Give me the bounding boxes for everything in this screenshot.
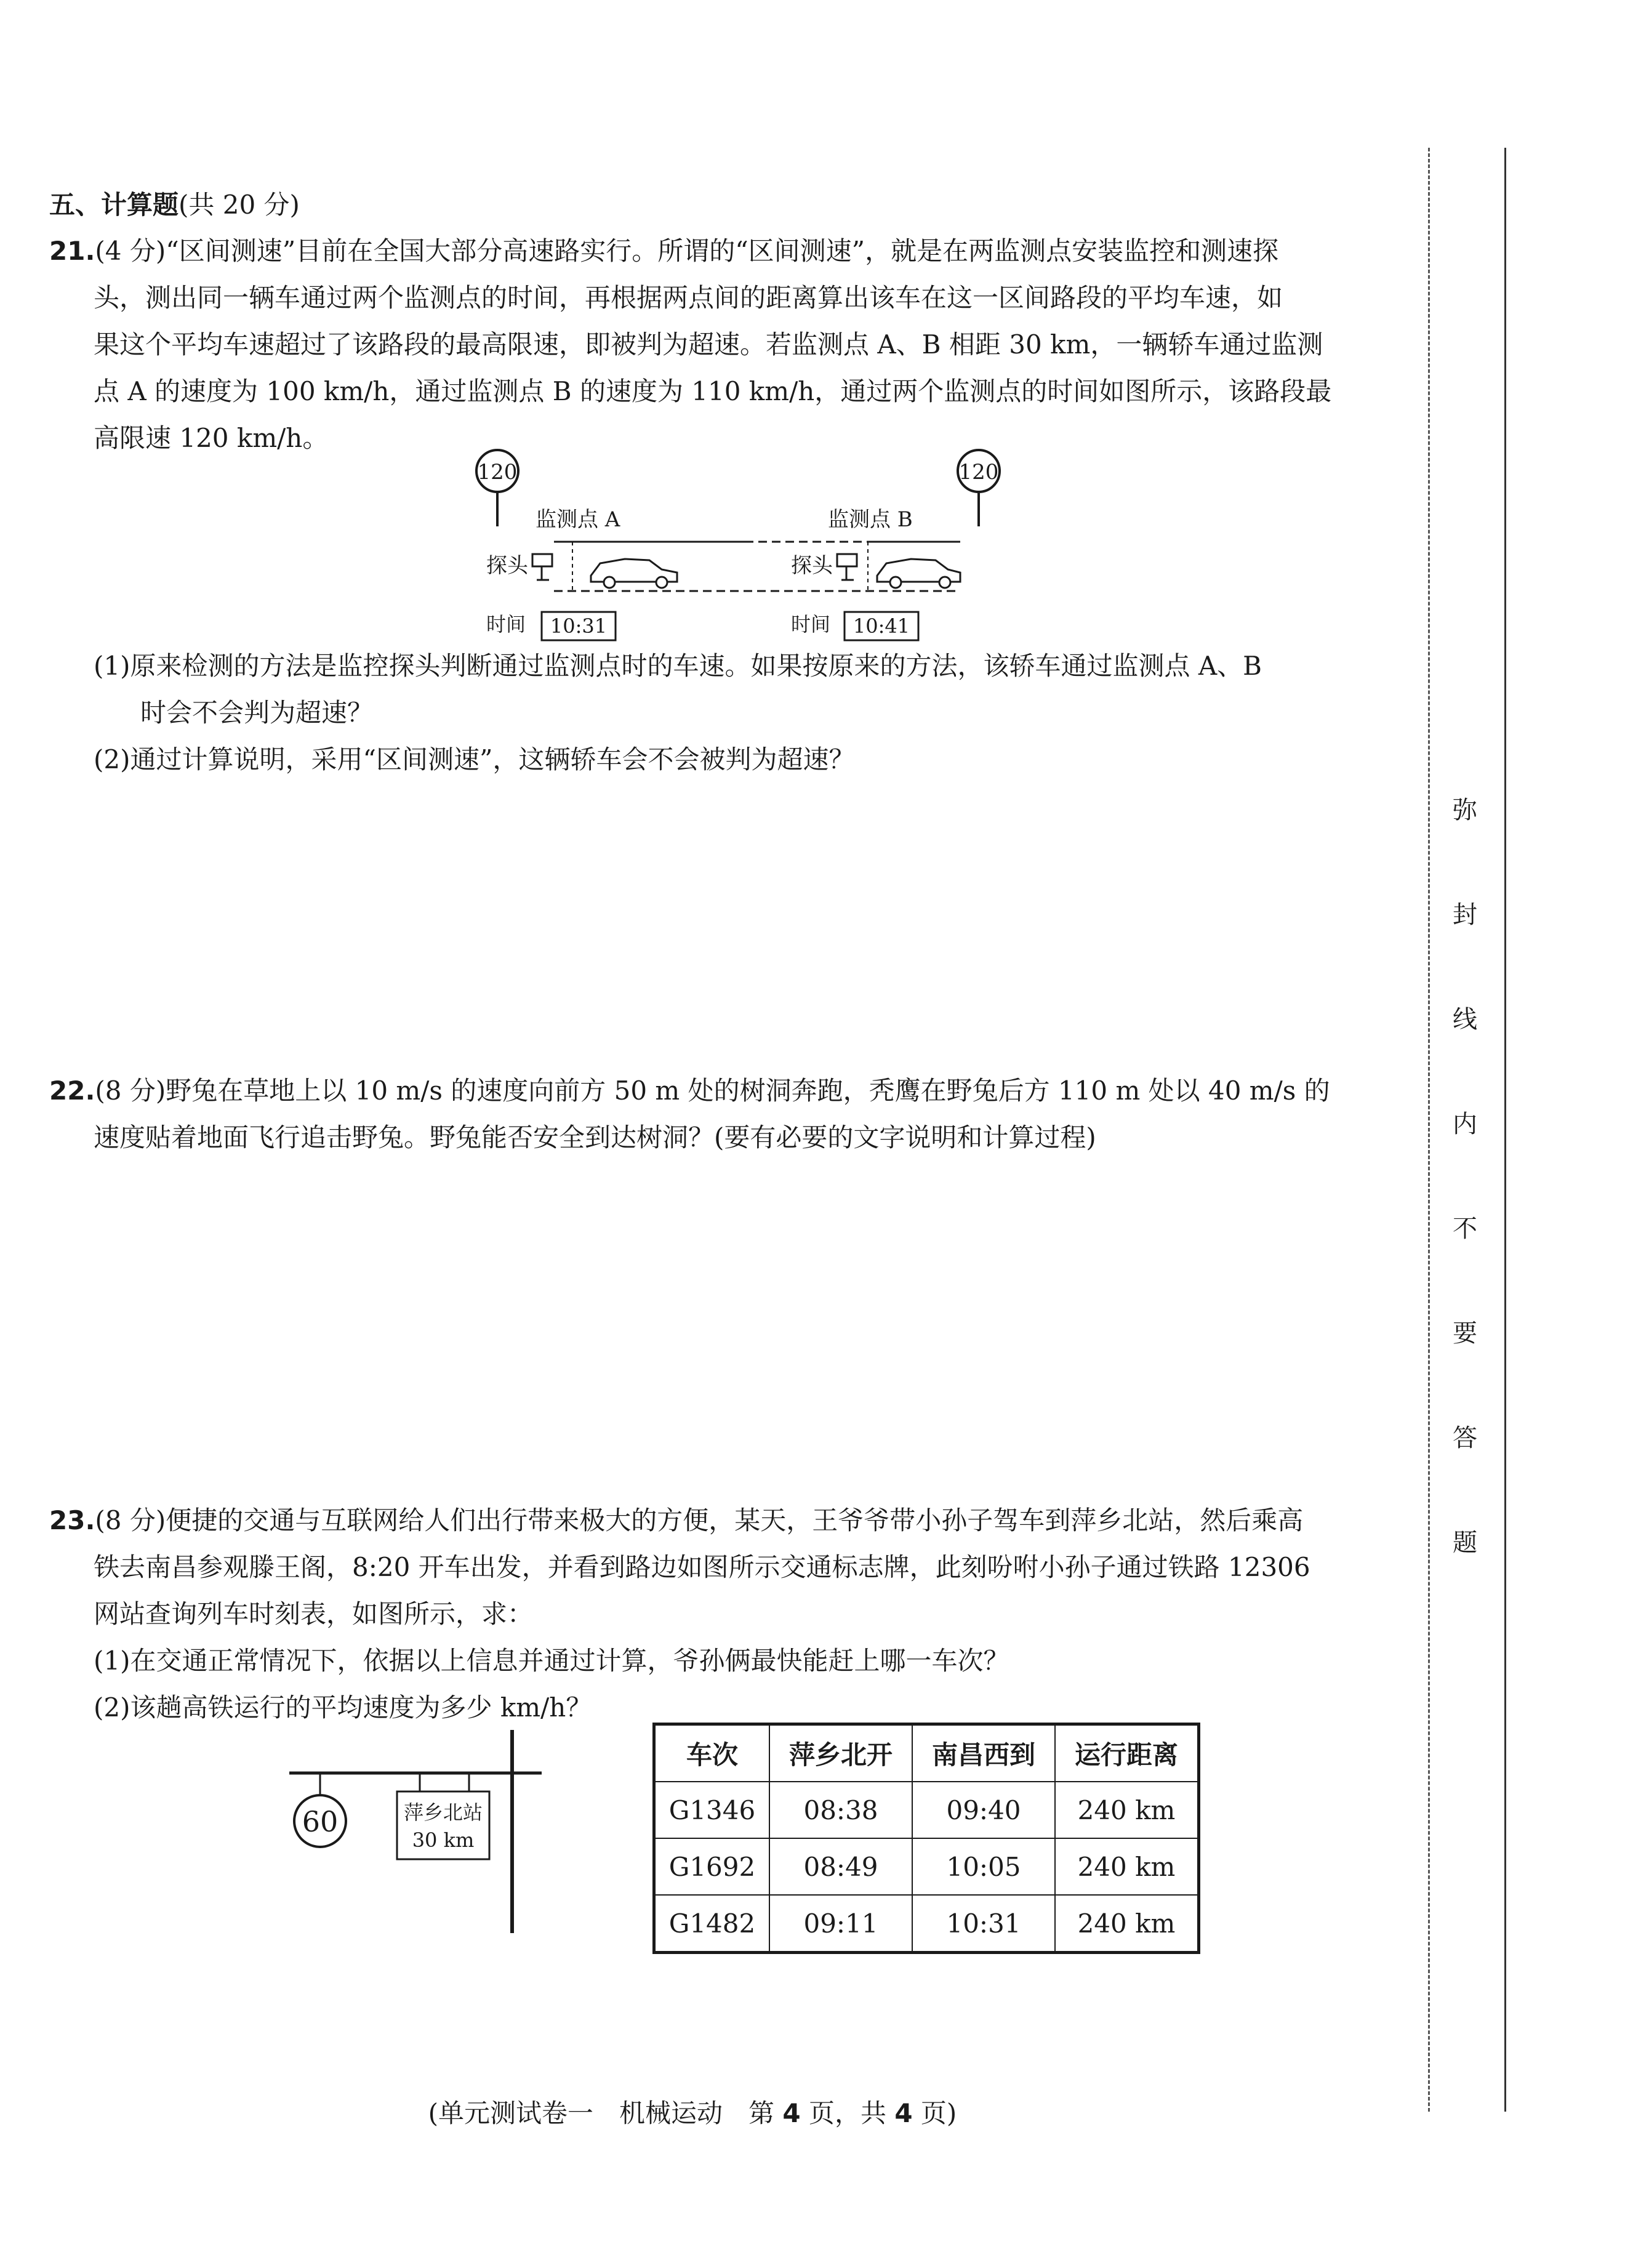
q23-sub2: (2)该趟高铁运行的平均速度为多少 km/h？ (94, 1692, 592, 1723)
q21-line-0: 21.(4 分)“区间测速”目前在全国大部分高速路实行。所谓的“区间测速”，就是在两监测点安装监控和测速探 (49, 236, 1279, 266)
section-title-text: 五、计算题 (49, 190, 179, 220)
car-icon-b (877, 559, 960, 588)
page-number: 4 (782, 2098, 801, 2128)
station-name: 萍乡北站 (403, 1801, 483, 1824)
q23-line-1: 铁去南昌参观滕王阁，8:20 开车出发，并看到路边如图所示交通标志牌，此刻吩咐小孙子通过铁路 12306 (94, 1552, 1310, 1582)
q22-line-1: 速度贴着地面飞行追击野兔。野兔能否安全到达树洞？(要有必要的文字说明和计算过程) (94, 1122, 1096, 1152)
time-a: 10:31 (550, 614, 608, 638)
q22-number: 22. (49, 1076, 95, 1106)
station-distance: 30 km (412, 1828, 475, 1852)
q21-number: 21. (49, 236, 95, 266)
time-label-a: 时间 (486, 613, 526, 636)
q21-sub1-line-1: 时会不会判为超速？ (140, 698, 374, 728)
margin-char: 答 (1453, 1424, 1477, 1452)
camera-icon-a (532, 554, 552, 580)
question-22 (49, 1068, 1403, 1161)
table-header-row (654, 1724, 1199, 1782)
section-title (49, 185, 300, 222)
speed-limit-sign-right (958, 450, 1000, 526)
q23-line-2: 网站查询列车时刻表，如图所示，求： (94, 1599, 534, 1629)
q23-line-0: 23.(8 分)便捷的交通与互联网给人们出行带来极大的方便，某天，王爷爷带小孙子驾车到萍乡北站，然后乘高 (49, 1505, 1304, 1535)
cell-arrive: 09:40 (912, 1782, 1055, 1838)
table-row (654, 1838, 1199, 1895)
speed-camera-diagram (468, 443, 1034, 653)
cell-distance: 240 km (1055, 1782, 1199, 1838)
cell-distance: 240 km (1055, 1895, 1199, 1953)
camera-icon-b (837, 554, 857, 580)
margin-char: 题 (1453, 1529, 1477, 1557)
cell-depart: 08:38 (769, 1782, 912, 1838)
q21-subquestions (49, 643, 1403, 783)
page-footer: (单元测试卷一 机械运动 第 4 页，共 4 页) (428, 2098, 957, 2128)
margin-char: 内 (1453, 1110, 1477, 1138)
header-arrive: 南昌西到 (912, 1724, 1055, 1782)
q21-line-1: 头，测出同一辆车通过两个监测点的时间，再根据两点间的距离算出该车在这一区间路段的平均车速，如 (94, 283, 1283, 313)
margin-char: 弥 (1453, 796, 1477, 824)
q21-line-4: 高限速 120 km/h。 (94, 423, 329, 453)
q21-line-2: 果这个平均车速超过了该路段的最高限速，即被判为超速。若监测点 A、B 相距 30 km，一辆轿车通过监测 (94, 329, 1323, 360)
q21-sub1-line-0: (1)原来检测的方法是监控探头判断通过监测点时的车速。如果按原来的方法，该轿车通过监测点 A、B (94, 651, 1262, 681)
probe-label-a: 探头 (486, 553, 528, 578)
section-score: (共 20 分) (179, 190, 300, 220)
seal-solid-line (1504, 148, 1506, 2112)
cell-distance: 240 km (1055, 1838, 1199, 1895)
margin-char: 不 (1453, 1215, 1477, 1243)
q23-sub1: (1)在交通正常情况下，依据以上信息并通过计算，爷孙俩最快能赶上哪一车次？ (94, 1646, 1009, 1676)
time-b: 10:41 (853, 614, 910, 638)
speed-limit-value: 60 (302, 1805, 339, 1838)
margin-char: 线 (1453, 1005, 1477, 1034)
point-b-label: 监测点 B (828, 507, 913, 532)
seal-dashed-line (1428, 148, 1430, 2112)
question-21 (49, 228, 1403, 462)
cell-train: G1482 (654, 1895, 770, 1953)
svg-text:120: 120 (477, 460, 518, 485)
cell-arrive: 10:31 (912, 1895, 1055, 1953)
table-row (654, 1895, 1199, 1953)
q21-sub2: (2)通过计算说明，采用“区间测速”，这辆轿车会不会被判为超速？ (94, 744, 855, 774)
question-23 (49, 1497, 1403, 1731)
margin-char: 要 (1453, 1319, 1477, 1348)
header-distance: 运行距离 (1055, 1724, 1199, 1782)
cell-depart: 08:49 (769, 1838, 912, 1895)
page-total: 4 (894, 2098, 913, 2128)
car-icon-a (591, 559, 677, 588)
q21-line-3: 点 A 的速度为 100 km/h，通过监测点 B 的速度为 110 km/h，通过两个监测点的时间如图所示，该路段最 (94, 376, 1332, 406)
point-a-label: 监测点 A (536, 507, 620, 532)
time-label-b: 时间 (791, 613, 831, 636)
q23-number: 23. (49, 1505, 95, 1535)
probe-label-b: 探头 (791, 553, 833, 578)
cell-depart: 09:11 (769, 1895, 912, 1953)
traffic-sign-diagram (271, 1730, 560, 1933)
header-depart: 萍乡北开 (769, 1724, 912, 1782)
train-timetable (652, 1723, 1200, 1954)
cell-train: G1692 (654, 1838, 770, 1895)
margin-char: 封 (1453, 901, 1477, 929)
q22-line-0: 22.(8 分)野兔在草地上以 10 m/s 的速度向前方 50 m 处的树洞奔跑，秃鹰在野兔后方 110 m 处以 40 m/s 的 (49, 1076, 1330, 1106)
header-train: 车次 (654, 1724, 770, 1782)
speed-limit-sign-left (476, 450, 518, 526)
table-row (654, 1782, 1199, 1838)
svg-text:120: 120 (958, 460, 999, 485)
cell-train: G1346 (654, 1782, 770, 1838)
cell-arrive: 10:05 (912, 1838, 1055, 1895)
